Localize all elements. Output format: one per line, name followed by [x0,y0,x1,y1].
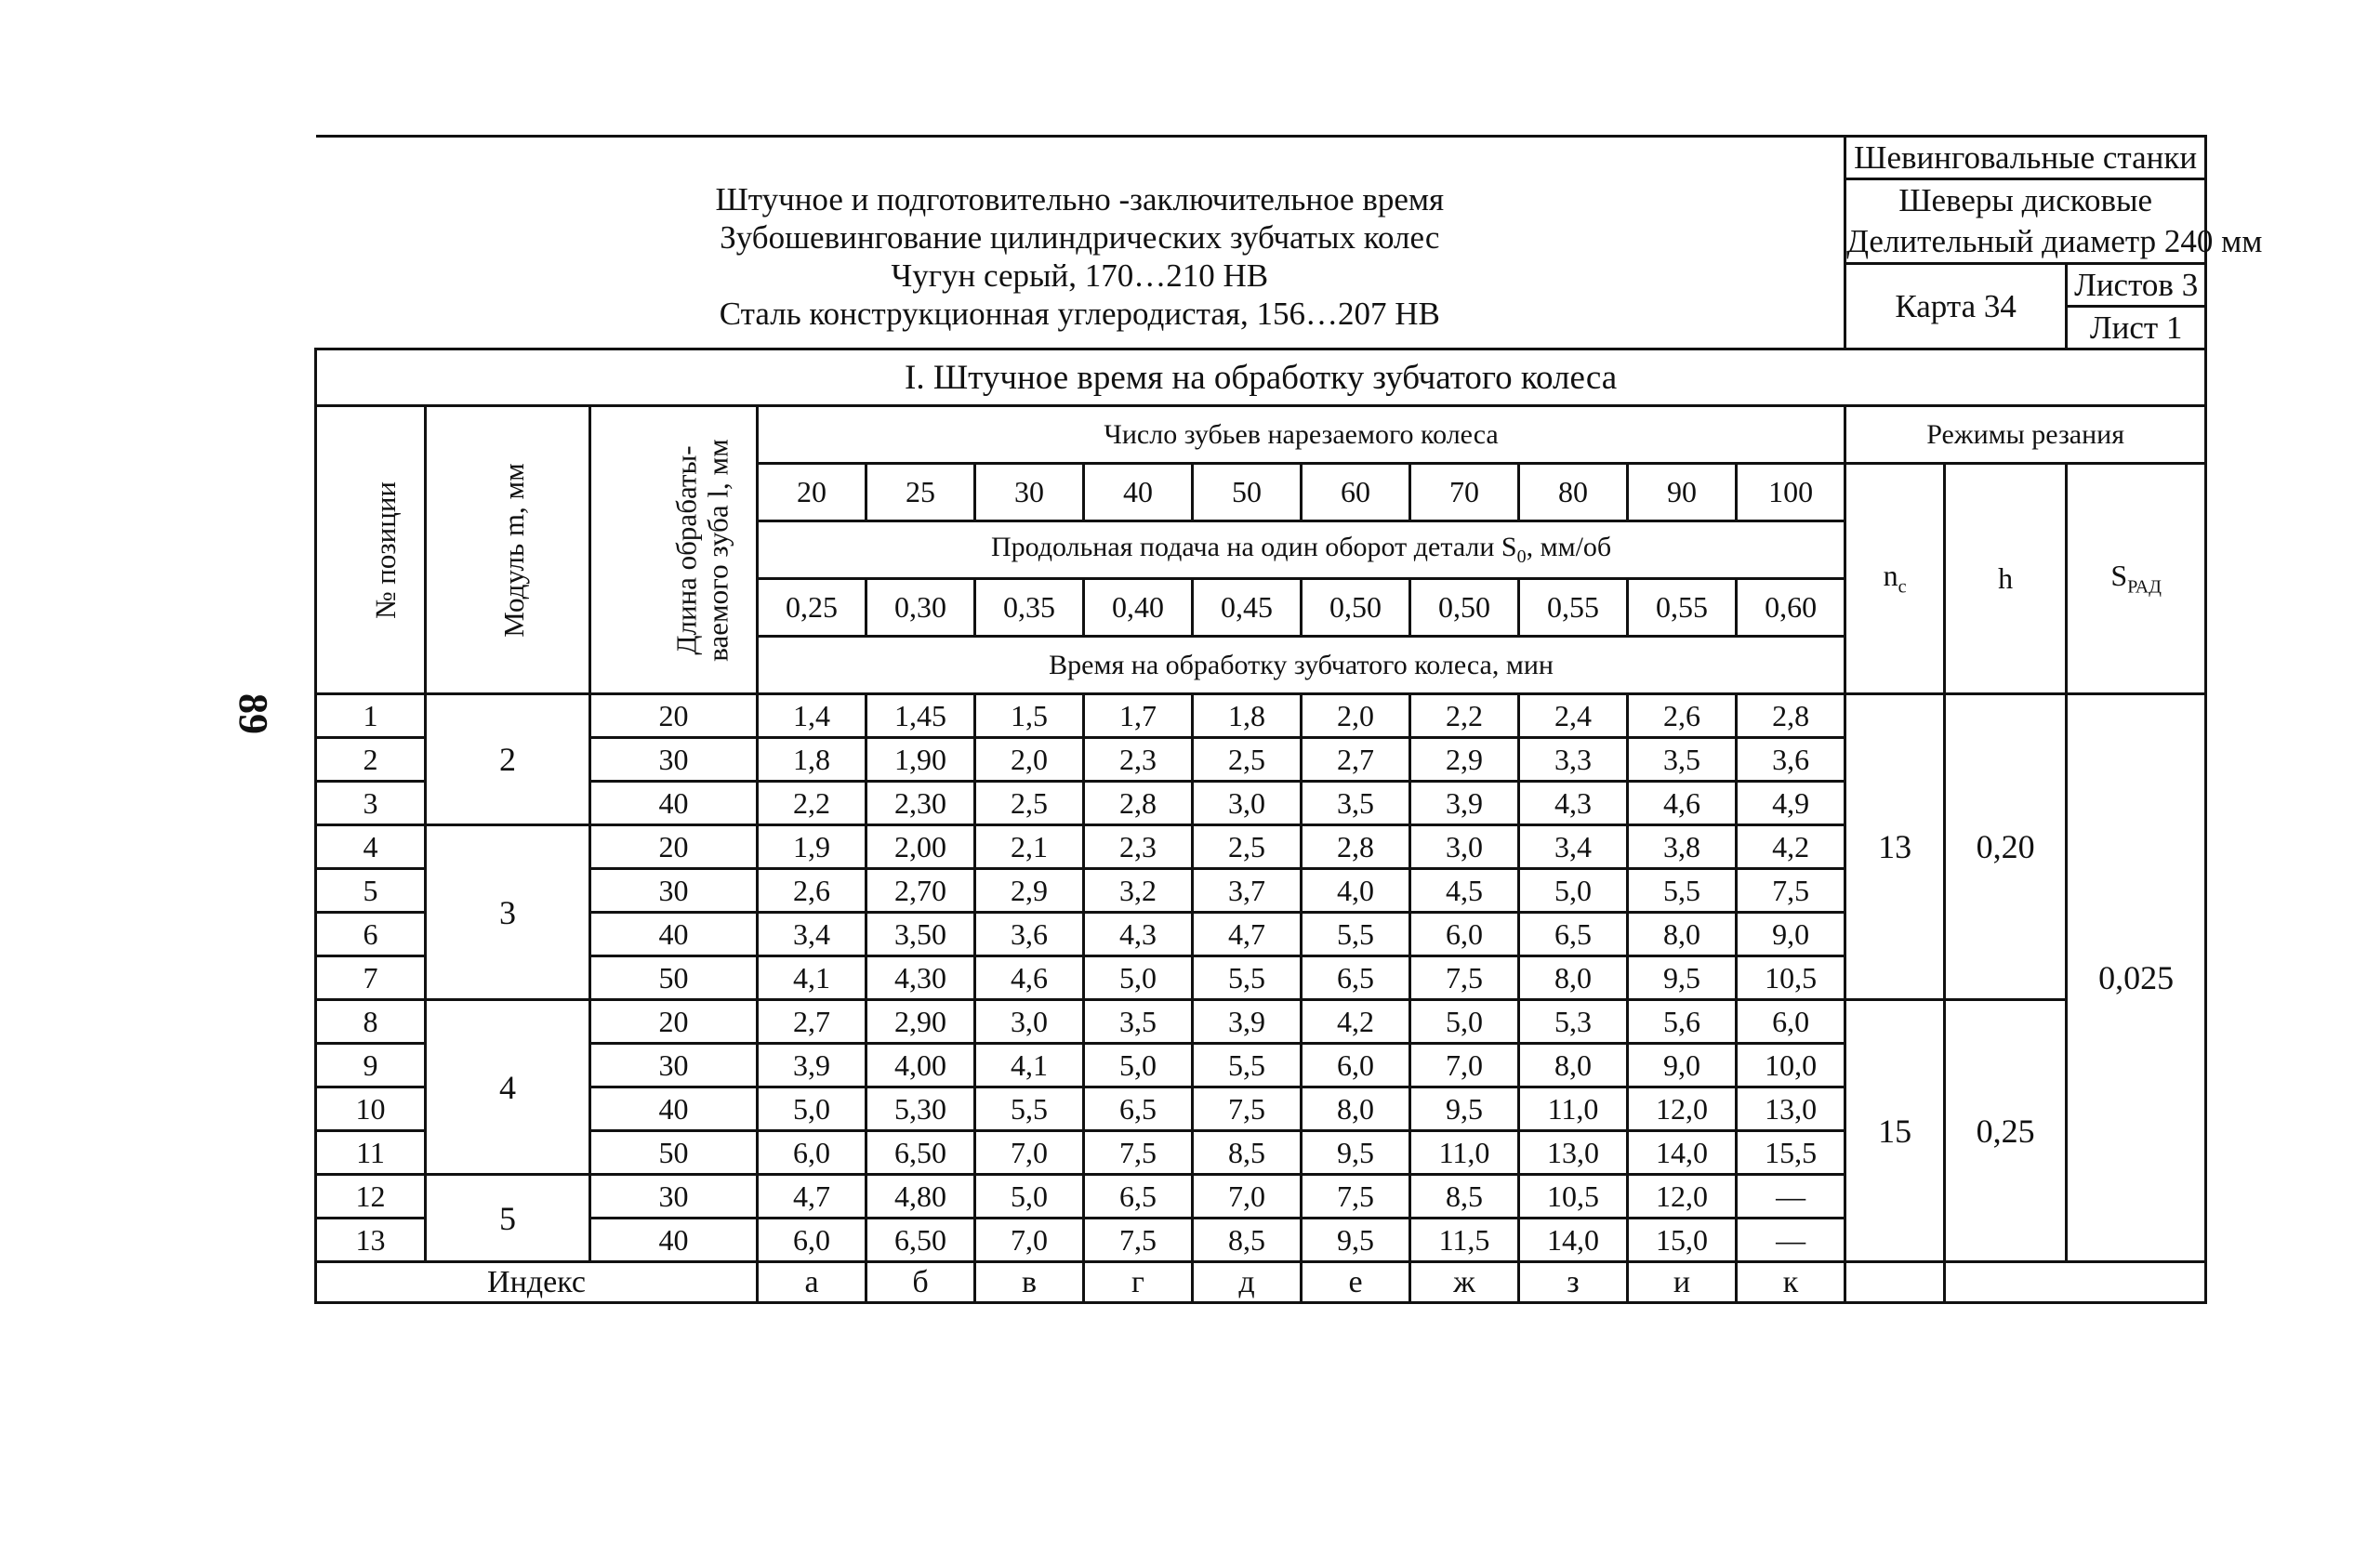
module-value: 5 [426,1175,590,1262]
time-value: 5,0 [1084,956,1193,1000]
title-line-1: Штучное и подготовительно -заключительное время [715,181,1445,217]
time-value: 2,3 [1084,825,1193,869]
tooth-length: 40 [590,913,758,956]
time-value: 4,80 [866,1175,975,1219]
time-value: 4,7 [758,1175,866,1219]
position-number: 3 [316,782,426,825]
tooth-length: 20 [590,1000,758,1044]
time-value: 10,5 [1519,1175,1628,1219]
time-value: 3,4 [758,913,866,956]
time-value: 1,9 [758,825,866,869]
table-row [316,1000,2206,1044]
col-nc: $n_c$ [1845,464,1945,694]
module-value: 4 [426,1000,590,1175]
tooth-length: 30 [590,1044,758,1087]
time-value: — [1737,1219,1845,1262]
teeth-count: 90 [1628,464,1737,521]
time-value: 8,0 [1302,1087,1410,1131]
time-value: 3,8 [1628,825,1737,869]
time-value: 3,0 [1410,825,1519,869]
time-value: 11,5 [1410,1219,1519,1262]
time-value: 9,0 [1737,913,1845,956]
time-value: 2,3 [1084,738,1193,782]
time-value: 4,3 [1519,782,1628,825]
time-value: 7,5 [1410,956,1519,1000]
time-value: 4,9 [1737,782,1845,825]
position-number: 6 [316,913,426,956]
position-number: 11 [316,1131,426,1175]
index-label: Индекс [316,1262,758,1303]
time-value: 7,5 [1302,1175,1410,1219]
srad-value: 0,025 [2067,694,2206,1262]
time-value: 4,6 [1628,782,1737,825]
time-value: 1,45 [866,694,975,738]
time-value: 5,0 [1410,1000,1519,1044]
index-letter: ж [1410,1262,1519,1303]
sheets-total: Листов 3 [2067,264,2206,307]
tooth-length: 30 [590,1175,758,1219]
time-value: — [1737,1175,1845,1219]
index-letter: б [866,1262,975,1303]
time-value: 4,30 [866,956,975,1000]
feed-value: 0,55 [1519,579,1628,637]
time-value: 4,5 [1410,869,1519,913]
position-number: 13 [316,1219,426,1262]
time-value: 7,5 [1084,1131,1193,1175]
teeth-count: 100 [1737,464,1845,521]
module-value: 2 [426,694,590,825]
time-value: 3,9 [758,1044,866,1087]
feed-value: 0,30 [866,579,975,637]
nc-value: 13 [1845,694,1945,1000]
time-value: 10,0 [1737,1044,1845,1087]
time-value: 6,50 [866,1219,975,1262]
time-value: 5,3 [1519,1000,1628,1044]
title-line-2: Зубошевингование цилиндрических зубчатых колес [720,219,1440,256]
time-value: 4,6 [975,956,1084,1000]
index-letter: в [975,1262,1084,1303]
title-line-3: Чугун серый, 170…210 НВ [891,257,1269,294]
page-number: 89 [231,693,276,734]
time-value: 14,0 [1628,1131,1737,1175]
time-value: 7,5 [1737,869,1845,913]
index-letter: г [1084,1262,1193,1303]
time-value: 9,0 [1628,1044,1737,1087]
position-number: 1 [316,694,426,738]
feed-value: 0,35 [975,579,1084,637]
modes-header: Режимы резания [1845,406,2206,464]
index-empty [1845,1262,1945,1303]
index-empty [1945,1262,2206,1303]
time-value: 6,5 [1084,1175,1193,1219]
tool-info [1845,179,2263,264]
tooth-length: 30 [590,869,758,913]
time-value: 2,8 [1084,782,1193,825]
time-value: 2,7 [758,1000,866,1044]
time-value: 6,0 [1302,1044,1410,1087]
module-value: 3 [426,825,590,1000]
time-value: 2,5 [1193,825,1302,869]
time-value: 2,2 [1410,694,1519,738]
time-value: 6,5 [1084,1087,1193,1131]
time-value: 8,0 [1519,956,1628,1000]
time-value: 3,50 [866,913,975,956]
time-value: 6,50 [866,1131,975,1175]
position-number: 9 [316,1044,426,1087]
feed-value: 0,40 [1084,579,1193,637]
time-value: 7,0 [975,1219,1084,1262]
col-srad: $S_{РАД}$ [2067,464,2206,694]
time-value: 3,9 [1410,782,1519,825]
time-value: 8,5 [1410,1175,1519,1219]
time-value: 2,5 [975,782,1084,825]
machine-type: Шевинговальные станки [1845,137,2206,179]
time-value: 6,0 [1737,1000,1845,1044]
time-value: 2,0 [975,738,1084,782]
time-value: 2,1 [975,825,1084,869]
teeth-count: 80 [1519,464,1628,521]
index-letter: е [1302,1262,1410,1303]
index-letter: д [1193,1262,1302,1303]
time-value: 7,5 [1193,1087,1302,1131]
time-value: 5,0 [758,1087,866,1131]
feed-value: 0,45 [1193,579,1302,637]
time-value: 12,0 [1628,1087,1737,1131]
tooth-length: 20 [590,694,758,738]
nc-value: 15 [1845,1000,1945,1262]
tooth-length: 30 [590,738,758,782]
sheet-number: Лист 1 [2067,307,2206,349]
time-value: 5,5 [975,1087,1084,1131]
position-number: 2 [316,738,426,782]
time-value: 3,5 [1084,1000,1193,1044]
col-module: Модуль m, мм [426,406,590,694]
time-value: 1,90 [866,738,975,782]
time-value: 12,0 [1628,1175,1737,1219]
time-value: 3,0 [1193,782,1302,825]
time-value: 2,5 [1193,738,1302,782]
time-value: 3,7 [1193,869,1302,913]
tooth-length: 20 [590,825,758,869]
time-value: 5,30 [866,1087,975,1131]
time-value: 5,5 [1193,1044,1302,1087]
time-value: 2,9 [975,869,1084,913]
teeth-header: Число зубьев нарезаемого колеса [758,406,1845,464]
norms-table [314,135,2263,1304]
time-value: 4,3 [1084,913,1193,956]
time-value: 4,1 [758,956,866,1000]
feed-value: 0,50 [1302,579,1410,637]
feed-value: 0,55 [1628,579,1737,637]
time-value: 14,0 [1519,1219,1628,1262]
time-value: 2,00 [866,825,975,869]
card-number: Карта 34 [1845,264,2067,349]
time-value: 7,5 [1084,1219,1193,1262]
time-value: 3,6 [1737,738,1845,782]
time-value: 8,5 [1193,1131,1302,1175]
time-value: 2,8 [1302,825,1410,869]
time-value: 1,8 [758,738,866,782]
time-value: 2,0 [1302,694,1410,738]
time-value: 1,7 [1084,694,1193,738]
time-value: 4,0 [1302,869,1410,913]
time-value: 5,0 [1519,869,1628,913]
card-title [316,137,1845,349]
time-value: 3,0 [975,1000,1084,1044]
time-value: 9,5 [1628,956,1737,1000]
time-value: 6,0 [758,1131,866,1175]
table-row [316,694,2206,738]
position-number: 12 [316,1175,426,1219]
teeth-count: 30 [975,464,1084,521]
time-value: 3,5 [1302,782,1410,825]
time-value: 7,0 [1410,1044,1519,1087]
col-length: Длина обрабаты- ваемого зуба l, мм [590,406,758,694]
position-number: 7 [316,956,426,1000]
time-value: 2,4 [1519,694,1628,738]
col-position: № позиции [316,406,426,694]
tooth-length: 40 [590,782,758,825]
time-value: 5,5 [1628,869,1737,913]
time-value: 2,2 [758,782,866,825]
time-value: 1,5 [975,694,1084,738]
title-line-4: Сталь конструкционная углеродистая, 156…207 НВ [719,296,1440,332]
feed-value: 0,50 [1410,579,1519,637]
time-value: 1,4 [758,694,866,738]
time-value: 5,6 [1628,1000,1737,1044]
time-value: 5,5 [1193,956,1302,1000]
teeth-count: 20 [758,464,866,521]
teeth-count: 70 [1410,464,1519,521]
feed-value: 0,60 [1737,579,1845,637]
time-value: 9,5 [1302,1219,1410,1262]
teeth-count: 40 [1084,464,1193,521]
time-value: 2,6 [758,869,866,913]
position-number: 8 [316,1000,426,1044]
time-value: 15,0 [1628,1219,1737,1262]
time-value: 5,0 [1084,1044,1193,1087]
index-letter: а [758,1262,866,1303]
time-value: 8,0 [1628,913,1737,956]
time-value: 11,0 [1519,1087,1628,1131]
time-value: 3,3 [1519,738,1628,782]
time-value: 10,5 [1737,956,1845,1000]
time-value: 9,5 [1410,1087,1519,1131]
time-value: 7,0 [1193,1175,1302,1219]
teeth-count: 50 [1193,464,1302,521]
time-value: 1,8 [1193,694,1302,738]
tooth-length: 50 [590,1131,758,1175]
index-letter: з [1519,1262,1628,1303]
time-value: 13,0 [1519,1131,1628,1175]
time-value: 2,70 [866,869,975,913]
teeth-count: 25 [866,464,975,521]
time-value: 6,0 [1410,913,1519,956]
time-value: 2,7 [1302,738,1410,782]
time-value: 3,4 [1519,825,1628,869]
time-value: 2,90 [866,1000,975,1044]
time-value: 7,0 [975,1131,1084,1175]
time-value: 13,0 [1737,1087,1845,1131]
time-value: 2,9 [1410,738,1519,782]
tool-line-1: Шеверы дисковые [1898,182,2153,218]
time-value: 4,2 [1737,825,1845,869]
index-letter: и [1628,1262,1737,1303]
section-title: I. Штучное время на обработку зубчатого колеса [316,349,2206,406]
time-value: 3,5 [1628,738,1737,782]
time-value: 2,8 [1737,694,1845,738]
time-value: 6,0 [758,1219,866,1262]
time-value: 4,1 [975,1044,1084,1087]
time-value: 8,0 [1519,1044,1628,1087]
position-number: 5 [316,869,426,913]
time-header: Время на обработку зубчатого колеса, мин [758,637,1845,694]
time-value: 6,5 [1519,913,1628,956]
tooth-length: 50 [590,956,758,1000]
time-value: 11,0 [1410,1131,1519,1175]
time-value: 4,00 [866,1044,975,1087]
time-value: 3,6 [975,913,1084,956]
time-value: 5,5 [1302,913,1410,956]
time-value: 9,5 [1302,1131,1410,1175]
tooth-length: 40 [590,1087,758,1131]
time-value: 15,5 [1737,1131,1845,1175]
time-value: 5,0 [975,1175,1084,1219]
position-number: 4 [316,825,426,869]
index-letter: к [1737,1262,1845,1303]
time-value: 2,6 [1628,694,1737,738]
time-value: 3,9 [1193,1000,1302,1044]
teeth-count: 60 [1302,464,1410,521]
position-number: 10 [316,1087,426,1131]
time-value: 4,2 [1302,1000,1410,1044]
time-value: 8,5 [1193,1219,1302,1262]
tool-line-2: Делительный диаметр 240 мм [1846,223,2263,259]
time-value: 3,2 [1084,869,1193,913]
tooth-length: 40 [590,1219,758,1262]
feed-value: 0,25 [758,579,866,637]
h-value: 0,20 [1945,694,2067,1000]
h-value: 0,25 [1945,1000,2067,1262]
time-value: 2,30 [866,782,975,825]
time-value: 6,5 [1302,956,1410,1000]
feed-header: Продольная подача на один оборот детали $S_0$, мм/об [758,521,1845,579]
time-value: 4,7 [1193,913,1302,956]
col-h: h [1945,464,2067,694]
